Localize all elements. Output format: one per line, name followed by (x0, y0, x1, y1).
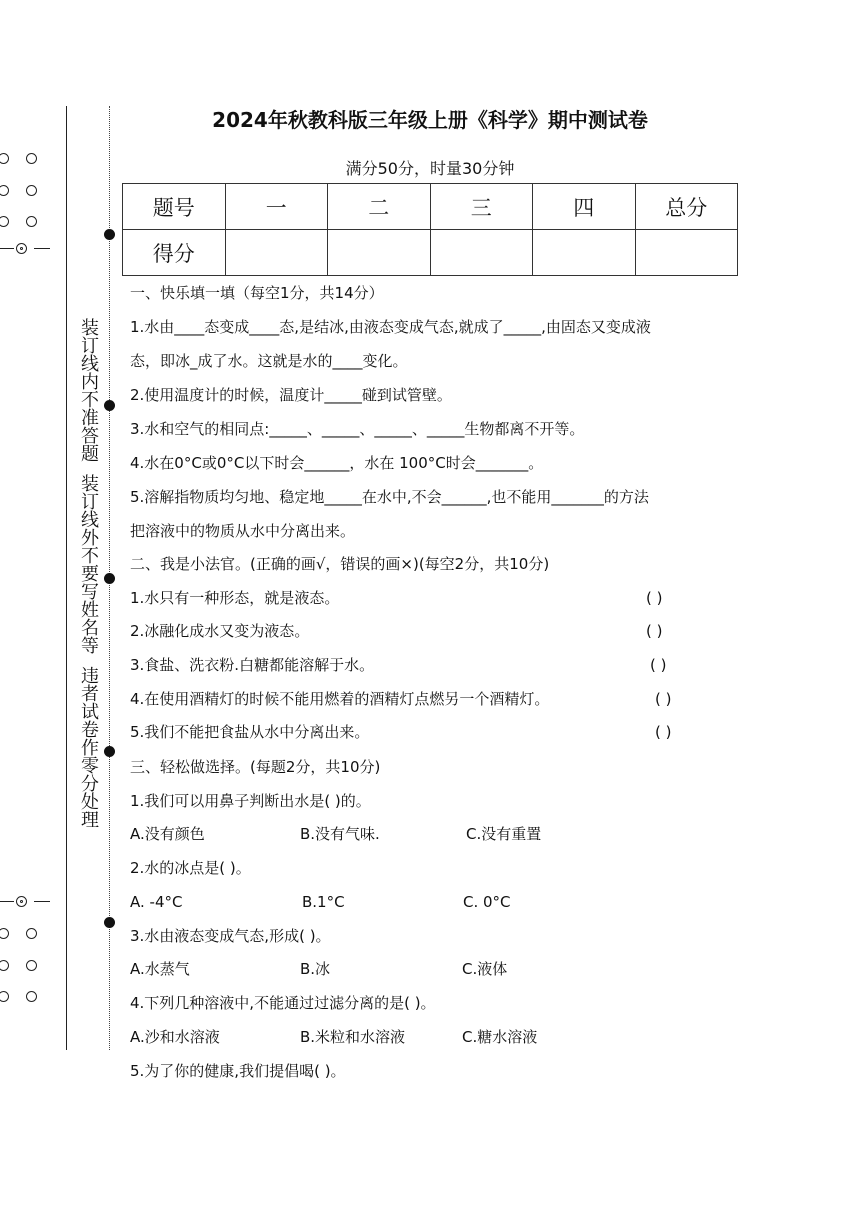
binding-text-inside: 装订线内不准答题 (78, 318, 99, 462)
choice-option[interactable]: A. -4°C (130, 893, 183, 911)
score-table-cell: 总分 (635, 184, 738, 230)
answer-paren[interactable]: ( ) (650, 656, 667, 674)
choice-option[interactable]: B.冰 (300, 960, 331, 978)
choice-option[interactable]: C.糖水溶液 (462, 1028, 538, 1046)
page-subtitle: 满分50分，时量30分钟 (345, 159, 515, 178)
binding-dot (104, 746, 115, 757)
binding-hole-circle (0, 960, 9, 971)
choice-option[interactable]: A.没有颜色 (130, 825, 205, 843)
question-line: 3.水和空气的相同点:_____、_____、_____、_____生物都离不开等。 (130, 420, 585, 438)
question-line: 态，即冰_成了水。这就是水的____变化。 (130, 352, 408, 370)
score-table-score-row (123, 230, 738, 276)
score-row-label: 得分 (123, 230, 226, 276)
question-line: 5.溶解指物质均匀地、稳定地_____在水中,不会______,也不能用_______的方法 (130, 488, 649, 506)
binding-line-solid (66, 106, 67, 1050)
choice-question: 3.水由液态变成气态,形成( )。 (130, 927, 331, 945)
binding-hole-circle (0, 991, 9, 1002)
section-heading: 一、快乐填一填（每空1分，共14分） (130, 284, 384, 302)
binding-hole-circle (0, 928, 9, 939)
binding-hole-circle (0, 185, 9, 196)
binding-hole-circle (26, 991, 37, 1002)
choice-option[interactable]: C. 0°C (463, 893, 511, 911)
binding-hole-circle (0, 216, 9, 227)
score-table-cell: 二 (328, 184, 431, 230)
choice-option[interactable]: A.沙和水溶液 (130, 1028, 220, 1046)
score-input-cell[interactable] (430, 230, 533, 276)
judge-item: 4.在使用酒精灯的时候不能用燃着的酒精灯点燃另一个酒精灯。 (130, 690, 550, 708)
choice-option[interactable]: B.米粒和水溶液 (300, 1028, 406, 1046)
judge-item: 3.食盐、洗衣粉.白糖都能溶解于水。 (130, 656, 375, 674)
choice-option[interactable]: C.液体 (462, 960, 508, 978)
judge-item: 1.水只有一种形态，就是液态。 (130, 589, 340, 607)
page-title: 2024年秋教科版三年级上册《科学》期中测试卷 (212, 108, 648, 132)
score-table-cell: 四 (533, 184, 636, 230)
binding-hole-circle (26, 185, 37, 196)
score-table-cell: 题号 (123, 184, 226, 230)
choice-question: 2.水的冰点是( )。 (130, 859, 251, 877)
choice-option[interactable]: A.水蒸气 (130, 960, 190, 978)
binding-mark-inner (20, 247, 23, 250)
binding-text-outside: 装订线外不要写姓名等 (78, 474, 99, 654)
score-table-header-row (123, 184, 738, 230)
section-heading: 二、我是小法官。(正确的画√，错误的画×)(每空2分，共10分) (130, 555, 550, 573)
score-table-cell: 三 (430, 184, 533, 230)
binding-mark-line (0, 248, 14, 249)
binding-dot (104, 400, 115, 411)
binding-mark-inner (20, 900, 23, 903)
binding-mark-line (34, 901, 50, 902)
binding-hole-circle (26, 216, 37, 227)
score-input-cell[interactable] (328, 230, 431, 276)
score-input-cell[interactable] (225, 230, 328, 276)
choice-option[interactable]: B.没有气味. (300, 825, 380, 843)
score-table-cell: 一 (225, 184, 328, 230)
question-line: 1.水由____态变成____态,是结冰,由液态变成气态,就成了_____,由固态又变成液 (130, 318, 651, 336)
binding-mark-line (34, 248, 50, 249)
answer-paren[interactable]: ( ) (655, 690, 672, 708)
binding-dot (104, 229, 115, 240)
choice-option[interactable]: B.1°C (302, 893, 345, 911)
answer-paren[interactable]: ( ) (646, 589, 663, 607)
choice-question: 4.下列几种溶液中,不能通过过滤分离的是( )。 (130, 994, 436, 1012)
choice-option[interactable]: C.没有重置 (466, 825, 542, 843)
binding-hole-circle (26, 960, 37, 971)
answer-paren[interactable]: ( ) (655, 723, 672, 741)
answer-paren[interactable]: ( ) (646, 622, 663, 640)
question-line: 4.水在0°C或0°C以下时会______，水在 100°C时会_______。 (130, 454, 544, 472)
score-input-cell[interactable] (533, 230, 636, 276)
binding-instructions (76, 318, 100, 828)
judge-item: 5.我们不能把食盐从水中分离出来。 (130, 723, 370, 741)
choice-question: 5.为了你的健康,我们提倡喝( )。 (130, 1062, 346, 1080)
section-heading: 三、轻松做选择。(每题2分，共10分) (130, 758, 381, 776)
score-table (122, 183, 738, 276)
judge-item: 2.冰融化成水又变为液态。 (130, 622, 310, 640)
choice-question: 1.我们可以用鼻子判断出水是( )的。 (130, 792, 371, 810)
binding-text-penalty: 违者试卷作零分处理 (78, 666, 99, 828)
binding-dot (104, 917, 115, 928)
binding-hole-circle (26, 928, 37, 939)
score-input-cell[interactable] (635, 230, 738, 276)
question-line: 把溶液中的物质从水中分离出来。 (130, 522, 356, 540)
question-line: 2.使用温度计的时候，温度计_____碰到试管壁。 (130, 386, 452, 404)
binding-mark-line (0, 901, 14, 902)
binding-dot (104, 573, 115, 584)
